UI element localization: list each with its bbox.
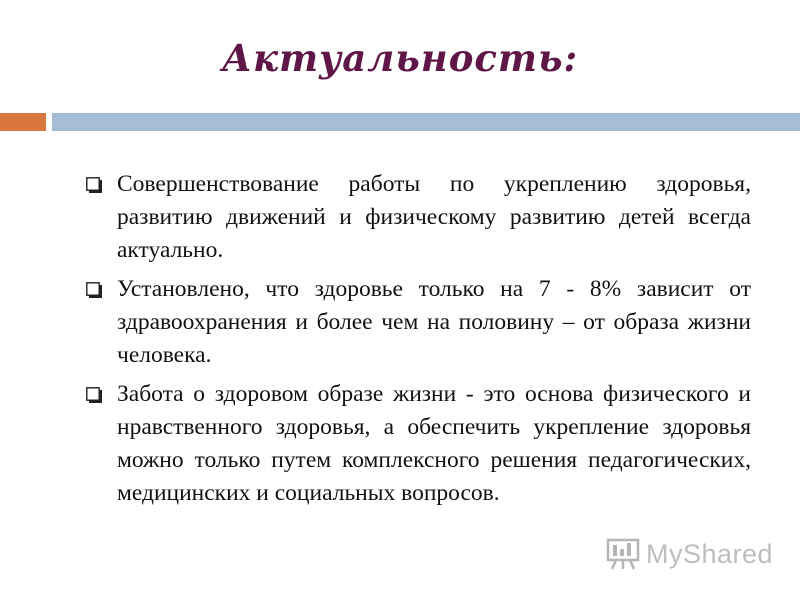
checkbox-square-icon <box>86 387 103 404</box>
watermark <box>606 536 773 572</box>
bullet-item <box>86 378 751 510</box>
checkbox-square-icon <box>86 177 103 194</box>
bullet-text: Совершенствование работы по укреплению здоровья, развитию движений и физическому развитию детей всегда актуально. <box>117 171 751 263</box>
bullet-text: Установлено, что здоровье только на 7 - 8% зависит от здравоохранения и более чем на половину – от образа жизни человека. <box>117 276 751 368</box>
watermark-text: MyShared <box>646 538 774 569</box>
accent-bar-right <box>52 113 800 131</box>
accent-bar-left <box>0 113 46 131</box>
bullet-item <box>86 168 751 267</box>
checkbox-square-icon <box>86 282 103 299</box>
presentation-board-icon <box>606 537 640 571</box>
bullet-text: Забота о здоровом образе жизни - это основа физического и нравственного здоровья, а обеспечить укрепление здоровья можно только путем комплексного решения педагогических, медицинских и социальных вопросов. <box>117 381 751 506</box>
bullet-item <box>86 273 751 372</box>
slide-title: Актуальность: <box>221 36 579 80</box>
bullet-list <box>86 168 751 516</box>
